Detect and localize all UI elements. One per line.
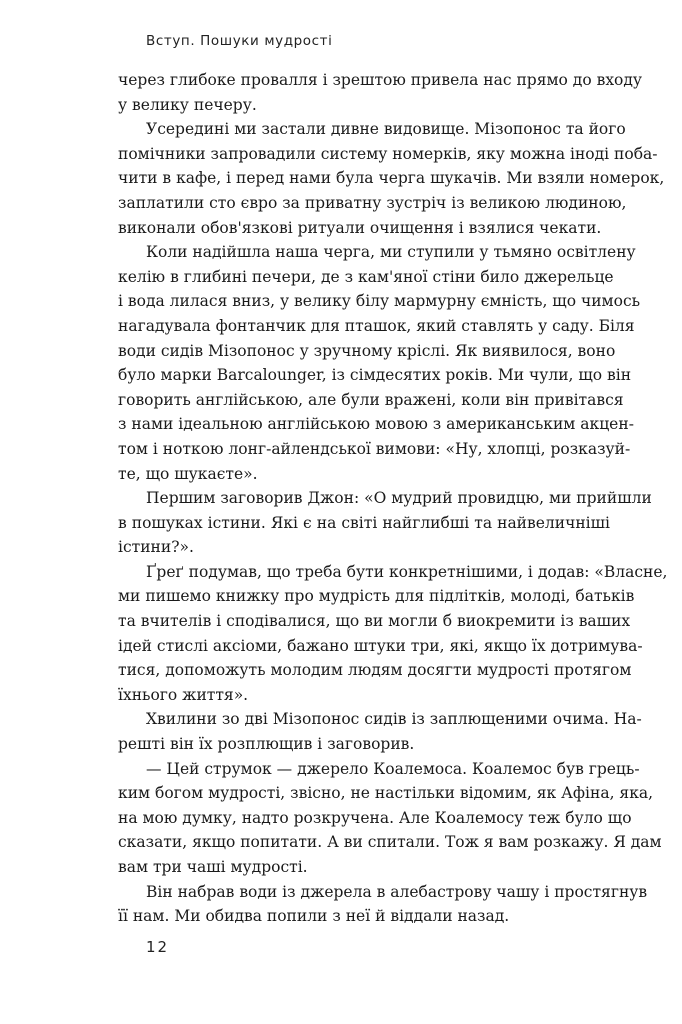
- text-line: істини?».: [118, 538, 194, 557]
- text-line: сказати, якщо попитати. А ви спитали. Тож я вам розкажу. Я дам: [118, 833, 662, 852]
- text-line: на мою думку, надто розкручена. Але Коалемосу теж було що: [118, 808, 632, 827]
- paragraph: [118, 560, 668, 708]
- text-line: в пошуках істини. Які є на світі найглибші та найвеличніші: [118, 513, 610, 532]
- paragraph: [118, 486, 652, 560]
- paragraph: [118, 880, 648, 929]
- text-line: води сидів Мізопонос у зручному кріслі. Як виявилося, воно: [118, 341, 616, 360]
- text-line: виконали обов'язкові ритуали очищення і взялися чекати.: [118, 218, 602, 237]
- text-line: заплатили сто євро за приватну зустріч із великою людиною,: [118, 193, 627, 212]
- text-line: Усередині ми застали дивне видовище. Мізопонос та його: [146, 120, 626, 139]
- text-line: говорить англійською, але були вражені, коли він привітався: [118, 390, 624, 409]
- text-line: Коли надійшла наша черга, ми ступили у тьмяно освітлену: [146, 243, 636, 262]
- text-line: Він набрав води із джерела в алебастрову чашу і простягнув: [146, 882, 648, 901]
- text-line: том і ноткою лонг-айлендської вимови: «Ну, хлопці, розказуй-: [118, 439, 631, 458]
- text-line: чити в кафе, і перед нами була черга шукачів. Ми взяли номерок,: [118, 169, 665, 188]
- text-line: решті він їх розплющив і заговорив.: [118, 735, 415, 754]
- text-line: через глибоке провалля і зрештою привела нас прямо до входу: [118, 71, 643, 89]
- text-line: та вчителів і сподівалися, що ви могли б виокремити із ваших: [118, 612, 631, 631]
- text-line: нагадувала фонтанчик для пташок, який ставлять у саду. Біля: [118, 316, 635, 335]
- text-line: помічники запровадили систему номерків, яку можна іноді поба-: [118, 144, 658, 163]
- text-line: ми пишемо книжку про мудрість для підлітків, молоді, батьків: [118, 587, 635, 606]
- page-number: 12: [146, 938, 170, 956]
- text-line: Першим заговорив Джон: «О мудрий провидцю, ми прийшли: [146, 489, 652, 508]
- text-line: у велику печеру.: [118, 95, 257, 114]
- text-line: їхнього життя».: [118, 685, 249, 704]
- text-line: тися, допоможуть молодим людям досягти мудрості протягом: [118, 661, 632, 680]
- text-line: з нами ідеальною англійською мовою з американським акцен-: [118, 415, 634, 434]
- text-line: — Цей струмок — джерело Коалемоса. Коалемос був грець-: [146, 759, 640, 778]
- paragraph: [118, 117, 665, 240]
- text-line: було марки Barcalounger, із сімдесятих років. Ми чули, що він: [118, 366, 632, 385]
- text-line: вам три чаші мудрості.: [118, 858, 308, 876]
- running-title: Вступ. Пошуки мудрості: [146, 33, 333, 49]
- text-line: ким богом мудрості, звісно, не настільки відомим, як Афіна, яка,: [118, 784, 654, 803]
- paragraph: [118, 707, 642, 756]
- text-line: Ґреґ подумав, що треба бути конкретнішими, і додав: «Власне,: [146, 562, 668, 581]
- text-line: Хвилини зо дві Мізопонос сидів із заплющеними очима. На-: [146, 710, 642, 729]
- text-line: те, що шукаєте».: [118, 464, 258, 483]
- text-line: ідей стислі аксіоми, бажано штуки три, які, якщо їх дотримува-: [118, 636, 643, 655]
- text-line: келію в глибині печери, де з кам'яної стіни било джерельце: [118, 267, 614, 286]
- paragraph: [118, 68, 643, 117]
- paragraph: [118, 240, 641, 486]
- text-line: і вода лилася вниз, у велику білу мармурну ємність, що чимось: [118, 292, 641, 311]
- paragraph: [118, 757, 662, 880]
- body-text: [118, 68, 668, 929]
- text-line: її нам. Ми обидва попили з неї й віддали назад.: [118, 907, 510, 926]
